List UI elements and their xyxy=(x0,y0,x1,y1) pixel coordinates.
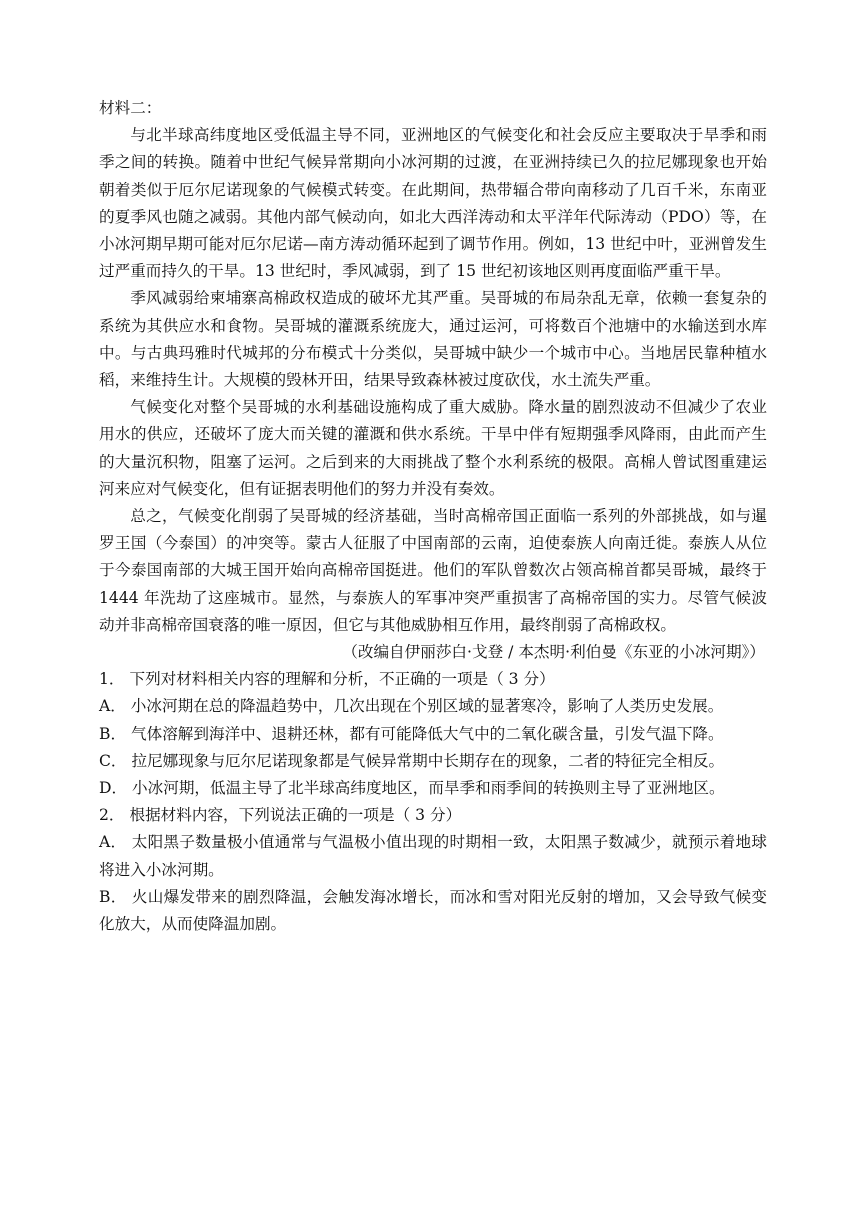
question-2-option-b: B． 火山爆发带来的剧烈降温，会触发海冰增长，而冰和雪对阳光反射的增加，又会导致气候变化放大，从而使降温加剧。 xyxy=(99,887,767,934)
paragraph-1: 与北半球高纬度地区受低温主导不同，亚洲地区的气候变化和社会反应主要取决于旱季和雨季之间的转换。随着中世纪气候异常期向小冰河期的过渡，在亚洲持续已久的拉尼娜现象也开始朝着类似于厄尔尼诺现象的气候模式转变。在此期间，热带辐合带向南移动了几百千米，东南亚的夏季风也随之减弱。其他内部气候动向，如北大西洋涛动和太平洋年代际涛动（PDO）等，在小冰河期早期可能对厄尔尼诺—南方涛动循环起到了调节作用。例如，13 世纪中叶，亚洲曾发生过严重而持久的干旱。13 世纪时，季风减弱，到了 15 世纪初该地区则再度面临严重干旱。 xyxy=(99,126,767,281)
question-2-stem: 2． 根据材料内容，下列说法正确的一项是（ 3 分） xyxy=(99,806,462,825)
source-note: （改编自伊丽莎白·戈登 / 本杰明·利伯曼《东亚的小冰河期》） xyxy=(342,643,765,662)
question-1-option-c: C． 拉尼娜现象与厄尔尼诺现象都是气候异常期中长期存在的现象，二者的特征完全相反。 xyxy=(99,751,725,770)
paragraph-4: 总之，气候变化削弱了吴哥城的经济基础，当时高棉帝国正面临一系列的外部挑战，如与暹罗王国（今泰国）的冲突等。蒙古人征服了中国南部的云南，迫使泰族人向南迁徙。泰族人从位于今泰国南部的大城王国开始向高棉帝国挺进。他们的军队曾数次占领高棉首都吴哥城，最终于 1444 年洗劫了这座城市。显然，与泰族人的军事冲突严重损害了高棉帝国的实力。尽管气候波动并非高棉帝国衰落的唯一原因，但它与其他威胁相互作用，最终削弱了高棉政权。 xyxy=(99,507,767,634)
question-1-option-d: D． 小冰河期，低温主导了北半球高纬度地区，而旱季和雨季间的转换则主导了亚洲地区。 xyxy=(99,779,725,798)
paragraph-3: 气候变化对整个吴哥城的水利基础设施构成了重大威胁。降水量的剧烈波动不但减少了农业用水的供应，还破坏了庞大而关键的灌溉和供水系统。干旱中伴有短期强季风降雨，由此而产生的大量沉积物，阻塞了运河。之后到来的大雨挑战了整个水利系统的极限。高棉人曾试图重建运河来应对气候变化，但有证据表明他们的努力并没有奏效。 xyxy=(99,398,767,498)
section-title: 材料二： xyxy=(99,99,162,117)
question-1-stem: 1． 下列对材料相关内容的理解和分析，不正确的一项是（ 3 分） xyxy=(99,670,555,689)
question-1-option-a: A． 小冰河期在总的降温趋势中，几次出现在个别区域的显著寒冷，影响了人类历史发展。 xyxy=(99,697,724,716)
question-1-option-b: B． 气体溶解到海洋中、退耕还林，都有可能降低大气中的二氧化碳含量，引发气温下降。 xyxy=(99,724,724,743)
document-page xyxy=(99,95,767,938)
question-2-option-a: A． 太阳黑子数量极小值通常与气温极小值出现的时期相一致，太阳黑子数减少，就预示着地球将进入小冰河期。 xyxy=(99,833,767,879)
paragraph-2: 季风减弱给柬埔寨高棉政权造成的破坏尤其严重。吴哥城的布局杂乱无章，依赖一套复杂的系统为其供应水和食物。吴哥城的灌溉系统庞大，通过运河，可将数百个池塘中的水输送到水库中。与古典玛雅时代城邦的分布模式十分类似，吴哥城中缺少一个城市中心。当地居民靠种植水稻，来维持生计。大规模的毁林开田，结果导致森林被过度砍伐，水土流失严重。 xyxy=(99,289,767,390)
